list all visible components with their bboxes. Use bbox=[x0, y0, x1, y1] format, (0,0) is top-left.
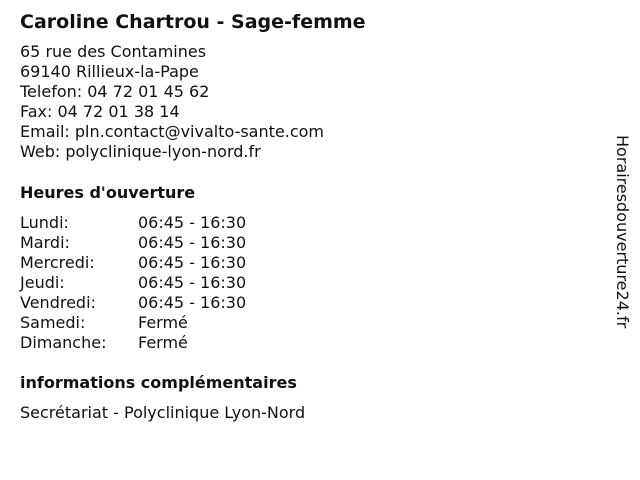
time-value: 06:45 - 16:30 bbox=[138, 293, 247, 312]
hours-row-friday bbox=[20, 293, 580, 313]
day-label: Vendredi: bbox=[20, 293, 96, 312]
day-label: Mercredi: bbox=[20, 253, 95, 272]
city-postal: 69140 Rillieux-la-Pape bbox=[20, 62, 199, 81]
phone-number: Telefon: 04 72 01 45 62 bbox=[20, 82, 210, 101]
opening-hours-heading: Heures d'ouverture bbox=[20, 183, 196, 202]
site-watermark: Horairesdouverture24.fr bbox=[613, 135, 632, 329]
hours-row-saturday bbox=[20, 313, 580, 333]
website: Web: polyclinique-lyon-nord.fr bbox=[20, 142, 261, 161]
hours-row-wednesday bbox=[20, 253, 580, 273]
time-value: 06:45 - 16:30 bbox=[138, 253, 247, 272]
business-card bbox=[20, 9, 580, 423]
day-label: Mardi: bbox=[20, 233, 70, 252]
additional-info-text: Secrétariat - Polyclinique Lyon-Nord bbox=[20, 403, 306, 422]
hours-row-thursday bbox=[20, 273, 580, 293]
additional-info-heading: informations complémentaires bbox=[20, 373, 297, 392]
day-label: Lundi: bbox=[20, 213, 69, 232]
time-value: 06:45 - 16:30 bbox=[138, 273, 247, 292]
hours-row-sunday bbox=[20, 333, 580, 353]
street-address: 65 rue des Contamines bbox=[20, 42, 207, 61]
time-value: Fermé bbox=[138, 313, 188, 332]
email-address: Email: pln.contact@vivalto-sante.com bbox=[20, 122, 324, 141]
opening-hours-table bbox=[20, 213, 580, 353]
time-value: 06:45 - 16:30 bbox=[138, 213, 247, 232]
day-label: Samedi: bbox=[20, 313, 86, 332]
time-value: 06:45 - 16:30 bbox=[138, 233, 247, 252]
business-title: Caroline Chartrou - Sage-femme bbox=[20, 11, 366, 33]
day-label: Dimanche: bbox=[20, 333, 107, 352]
hours-row-tuesday bbox=[20, 233, 580, 253]
hours-row-monday bbox=[20, 213, 580, 233]
time-value: Fermé bbox=[138, 333, 188, 352]
fax-number: Fax: 04 72 01 38 14 bbox=[20, 102, 180, 121]
contact-block bbox=[20, 42, 580, 162]
day-label: Jeudi: bbox=[20, 273, 65, 292]
